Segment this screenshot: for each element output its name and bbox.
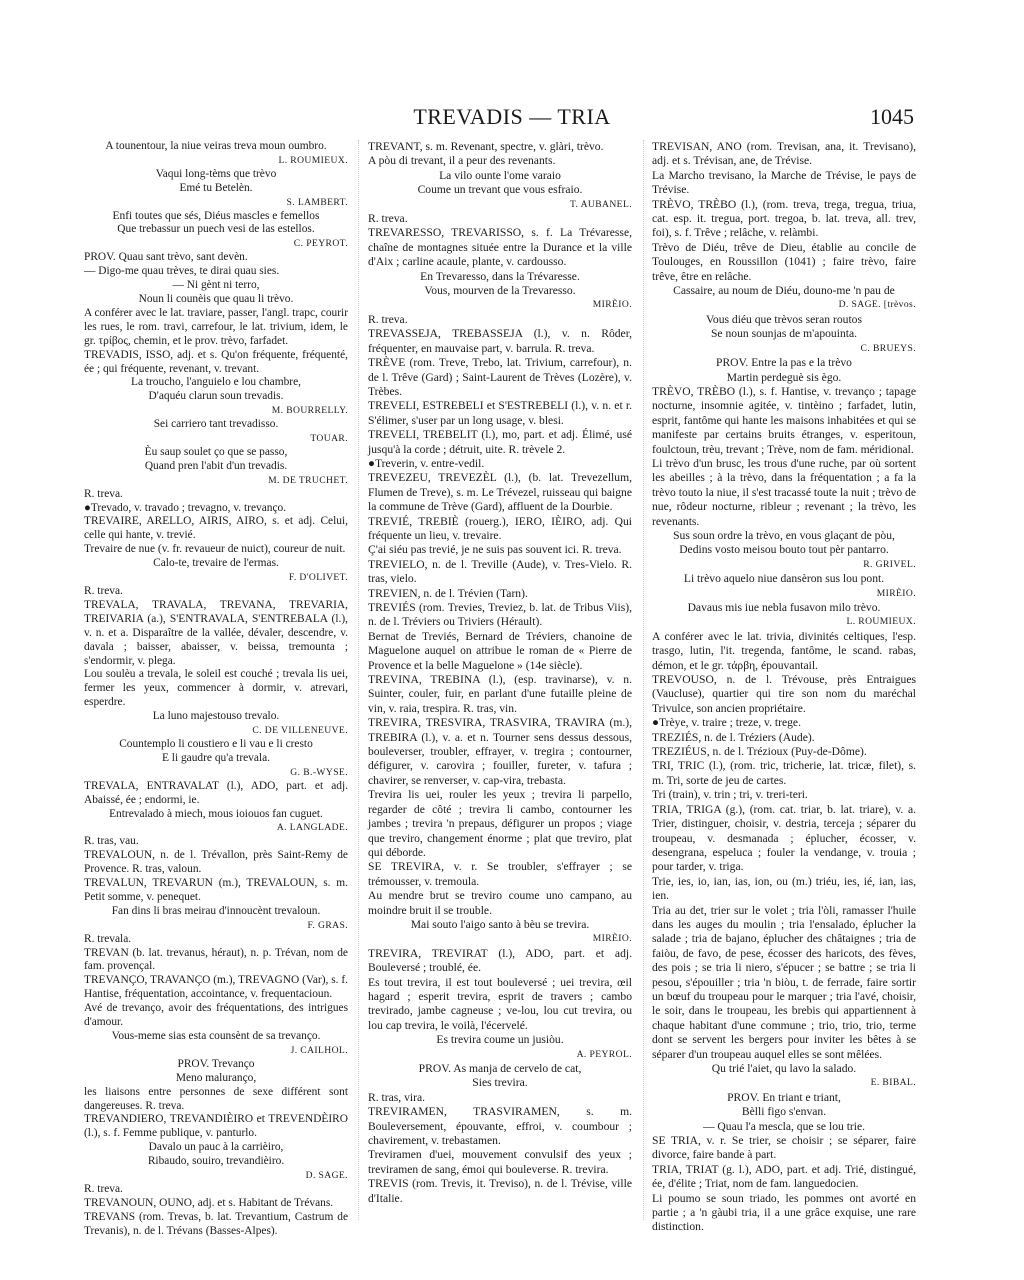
quotation-line: Vous, mourven de la Trevaresso. (424, 284, 576, 298)
entry-paragraph: R. trevala. (84, 932, 132, 945)
quotation-line: Entrevalado à miech, mous ioiouos fan cuguet. (109, 807, 323, 820)
quotation-line: Que trebassur un puech vesi de las estellos. (117, 223, 315, 236)
quotation-line: La vilo ounte l'ome varaio (439, 168, 561, 182)
entry-paragraph: TREVANÇO, TRAVANÇO (m.), TREVAGNO (Var), s. f. Hantise, fréquentation, accointance, v. frequentacioun. (84, 974, 348, 1001)
entry-paragraph: A pòu di trevant, il a peur des revenants. (368, 154, 556, 168)
entry-paragraph: R. treva. (84, 487, 123, 500)
page-number: 1045 (870, 104, 914, 129)
quotation-line: Sies trevira. (472, 1076, 528, 1090)
entry-paragraph: TREVIEN, n. de l. Trévien (Tarn). (368, 586, 528, 600)
quotation-line: D'aquéu clarun soun trevadis. (148, 390, 284, 403)
entry-paragraph: TREVASSEJA, TREBASSEJA (l.), v. n. Rôder, fréquenter, en mauvaise part, v. barrula. R. treva. (368, 327, 632, 355)
column-divider (643, 140, 644, 1220)
quotation-line: PROV. Entre la pas e la trèvo (716, 356, 852, 370)
attribution: C. DE VILLENEUVE. (252, 725, 348, 737)
attribution: J. CAILHOL. (290, 1044, 348, 1056)
entry-paragraph: R. tras, vau. (84, 835, 139, 848)
entry-paragraph: TREVANT, s. m. Revenant, spectre, v. glàri, trèvo. (368, 140, 604, 153)
entry-paragraph: Tri (train), v. trin ; tri, v. treri-teri. (652, 788, 808, 802)
quotation-line: Èu saup soulet ço que se passo, (144, 445, 288, 458)
entry-paragraph: TREVAN (b. lat. trevanus, héraut), n. p. Trévan, nom de fam. provençal. (84, 946, 348, 973)
entry-paragraph: Trevaire de nue (v. fr. revaueur de nuict), coureur de nuit. (84, 543, 346, 556)
entry-paragraph: ●Treverin, v. entre-vedil. (368, 456, 485, 470)
entry-paragraph: TRI, TRIC (l.), (rom. tric, tricherie, lat. tricæ, filet), s. m. Tri, sorte de jeu de cartes. (652, 759, 916, 787)
quotation-line: Sei carriero tant trevadisso. (153, 418, 279, 431)
entry-paragraph: TREVARESSO, TREVARISSO, s. f. La Trévaresse, chaîne de montagnes située entre la Durance et la ville d'Aix ; carline acaule, plante, v. cardousso. (368, 226, 632, 269)
entry-paragraph: Li trèvo d'un brusc, les trous d'une ruche, par où sortent les abeilles ; à la trèvo, dans la fréquentation ; a fa la trèvo touto la niue, il s'est tracassé toute la nuit ; trèvo de nue, rôdeur nocturne, ribleur ; revenant ; la trèvo, les revenants. (652, 456, 916, 528)
quotation-line: Mai souto l'aigo santo à bèu se trevira. (410, 917, 590, 931)
entry-paragraph: Trie, ies, io, ian, ias, ion, ou (m.) triéu, ies, ié, ian, ias, ien. (652, 874, 916, 903)
quotation-line: Davaus mis iue nebla fusavon milo trèvo. (687, 601, 881, 614)
entry-paragraph: TREVELI, TREBELIT (l.), mo, part. et adj. Élimé, usé jusqu'à la corde ; détruit, uite. R. trèvele 2. (368, 428, 632, 456)
attribution: MIRÈIO. (876, 587, 916, 599)
attribution: R. GRIVEL. (863, 558, 916, 570)
attribution: MIRÈIO. (592, 299, 632, 311)
attribution: A. LANGLADE. (276, 822, 348, 834)
entry-paragraph: TREVIÉS (rom. Trevies, Treviez, b. lat. de Tribus Viis), n. de l. Tréviers ou Triviers (Hérault). (368, 601, 632, 629)
attribution: C. PEYROT. (293, 238, 348, 250)
entry-paragraph: Treviramen d'uei, mouvement convulsif des yeux ; treviramen de sang, émoi qui bouleverse. R. trevira. (368, 1148, 632, 1176)
entry-paragraph: PROV. Quau sant trèvo, sant devèn. (84, 251, 248, 264)
quotation-line: E li gaudre qu'a trevala. (162, 751, 270, 764)
entry-paragraph: ●Trèye, v. traire ; treze, v. trege. (652, 716, 801, 730)
quotation-line: Vous-meme sias esta counsènt de sa trevanço. (111, 1030, 321, 1042)
quotation-line: Fan dins li bras meirau d'innoucènt trevaloun. (111, 904, 321, 917)
entry-paragraph: R. treva. (84, 585, 123, 597)
quotation-line: Meno maluranço, (175, 1071, 257, 1084)
attribution: E. BIBAL. (870, 1077, 916, 1089)
quotation-line: PROV. En triant e triant, (727, 1090, 841, 1104)
entry-paragraph: A conférer avec le lat. trivia, divinités celtiques, l'esp. trasgo, lutin, l'it. tregenda, fantôme, le scand. rabas, démon, et le gr. τάρβη, épouvantail. (652, 629, 916, 672)
entry-paragraph: Ç'ai siéu pas trevié, je ne suis pas souvent ici. R. treva. (368, 543, 622, 557)
entry-paragraph: Avé de trevanço, avoir des fréquentations, des intrigues d'amour. (84, 1002, 348, 1029)
quotation-line: Martin perdeguè sis ègo. (726, 370, 842, 384)
attribution: MIRÈIO. (592, 933, 632, 945)
entry-paragraph: TREVANS (rom. Trevas, b. lat. Trevantium, Castrum de Trevanis), n. de l. Trévans (Basses-Alpes). (84, 1210, 348, 1237)
attribution: TOUAR. (310, 433, 348, 445)
attribution: F. GRAS. (307, 919, 348, 931)
quotation-line: Enfi toutes que sés, Diéus mascles e femellos (112, 209, 320, 222)
quotation-line: A tounentour, la niue veiras treva moun oumbro. (105, 140, 327, 152)
quotation-line: Emé tu Betelèn. (179, 181, 253, 194)
entry-paragraph: TREVAIRE, ARELLO, AIRIS, AIRO, s. et adj. Celui, celle qui hante, v. trevié. (84, 515, 348, 542)
quotation-line: Qu trié l'aiet, qu lavo la salado. (711, 1062, 857, 1075)
quotation-line: Ribaudo, souiro, trevandièiro. (147, 1155, 285, 1168)
entry-paragraph: TREVIELO, n. de l. Treville (Aude), v. Tres-Vielo. R. tras, vielo. (368, 557, 632, 586)
quotation-line: Li trèvo aquelo niue dansèron sus lou pont. (683, 572, 885, 586)
entry-paragraph: Au mendre brut se treviro coume uno campano, au moindre bruit il se trouble. (368, 889, 632, 917)
entry-paragraph: TREVELI, ESTREBELI et S'ESTREBELI (l.), v. n. et r. S'élimer, s'user par un long usage, v. blesi. (368, 399, 632, 427)
entry-paragraph: R. treva. (368, 312, 408, 326)
entry-paragraph: TREVIRA, TRESVIRA, TRASVIRA, TRAVIRA (m.), TREBIRA (l.), v. a. et n. Tourner sens dessus dessous, bouleverser, troubler, effrayer, v. tregira ; contourner, défigurer, v. carovira ; fouiller, fureter, v. tafura ; chavirer, se renverser, v. cap-vira, trebasta. (368, 716, 632, 787)
entry-paragraph: TRÈVE (rom. Treve, Trebo, lat. Trivium, carrefour), n. de l. Trêve (Gard) ; Saint-Laurent de Trèves (Lozère), v. Trèbes. (368, 356, 632, 398)
attribution: G. B.-WYSE. (290, 766, 348, 778)
quotation-line: Sus soun ordre la trèvo, en vous glaçant de pòu, (673, 528, 895, 542)
quotation-line: La troucho, l'anguielo e lou chambre, (130, 376, 301, 389)
column-divider (358, 140, 359, 1220)
text-column-1 (84, 140, 348, 1239)
page-title: TREVADIS — TRIA (413, 104, 611, 129)
quotation-line: En Trevaresso, dans la Trévaresse. (420, 269, 580, 283)
entry-paragraph: Tria au det, trier sur le volet ; tria l'òli, ramasser l'huile dans les auges du moulin ; tria l'ensalado, éplucher la salade ; tria de bajano, éplucher des châtaignes ; tria de faiòu, de favo, de pese, écosser des haricots, des fèves, des pois ; se tria li niero, s'épucer ; se battre ; se tria li pesou, s'épouiller ; tria 'n biòu, t. de ferrade, faire sortir un bœuf du troupeau pour le marquer ; tria l'avé, choisir, le soir, dans le troupeau, les brebis qui appartiennent à chaque habitant d'une commune ; trio, trio, trio, terme dont se servent les bergers pour inviter les bêtes à se séparer d'un troupeau auquel elles se sont mêlées. (652, 903, 916, 1061)
attribution: D. SAGE. [trèvos. (838, 299, 916, 311)
quotation-line: Cassaire, au noum de Diéu, douno-me 'n pau de (673, 284, 895, 298)
entry-paragraph: TREVOUSO, n. de l. Trévouse, près Entraigues (Vaucluse), quartier qui tire son nom du maréchal Trivulce, son ancien propriétaire. (652, 673, 916, 715)
attribution: L. ROUMIEUX. (846, 616, 916, 628)
quotation-line: Davalo un pauc à la carrièiro, (148, 1141, 284, 1154)
quotation-line: Vaqui long-tèms que trèvo (155, 167, 277, 180)
entry-paragraph: Trevira lis uei, rouler les yeux ; trevira li parpello, regarder de côté ; trevira li cambo, contourner les jambes ; trevira 'n prepaus, défigurer un propos ; viage que treviro, changement énorme ; plat que treviro, plat qui déborde. (368, 788, 632, 859)
quotation-line: — Ni gènt ni terro, (172, 279, 260, 292)
entry-paragraph: R. treva. (84, 1182, 123, 1195)
entry-paragraph: TRIA, TRIGA (g.), (rom. cat. triar, b. lat. triare), v. a. Trier, distinguer, choisir, v. destria, terceja ; séparer du troupeau, v. desmanada ; éplucher, écosser, v. desengrana, espeluca ; fouler la vendange, v. trouia ; pour tarder, v. triga. (652, 802, 916, 874)
attribution: F. D'OLIVET. (288, 572, 348, 584)
entry-paragraph: SE TREVIRA, v. r. Se troubler, s'effrayer ; se trémousser, v. tremoula. (368, 860, 632, 888)
quotation-line: Bèlli figo s'envan. (741, 1105, 827, 1119)
entry-paragraph: TREVALOUN, n. de l. Trévallon, près Saint-Remy de Provence. R. tras, valoun. (84, 849, 348, 876)
quotation-line: Se noun sounjas de m'apouinta. (710, 327, 858, 341)
quotation-line: Noun li counèis que quau li trèvo. (138, 292, 294, 305)
attribution: M. BOURRELLY. (271, 405, 348, 417)
text-column-2 (368, 140, 632, 1206)
attribution: M. DE TRUCHET. (268, 474, 348, 486)
attribution: C. BRUEYS. (860, 342, 916, 354)
quotation-line: Es trevira coume un jusiòu. (436, 1033, 564, 1047)
entry-paragraph: Trèvo de Diéu, trêve de Dieu, établie au concile de Toulouges, en Roussillon (1041) ; faire trèvo, faire trêve, être en relâche. (652, 240, 916, 283)
quotation-line: Vous diéu que trèvos seran routos (706, 312, 862, 326)
entry-paragraph: La Marcho trevisano, la Marche de Trévise, le pays de Trévise. (652, 168, 916, 197)
quotation-line: — Quau l'a mescla, que se lou trie. (702, 1119, 866, 1133)
running-head (0, 104, 1024, 140)
entry-paragraph: TREVIÉ, TREBIÈ (rouerg.), IERO, IÈIRO, adj. Qui fréquente un lieu, v. trevaire. (368, 514, 632, 542)
entry-paragraph: — Digo-me quau trèves, te dirai quau sies. (84, 265, 280, 278)
quotation-line: La luno majestouso trevalo. (152, 710, 280, 723)
entry-paragraph: les liaisons entre personnes de sexe différent sont dangereuses. R. treva. (84, 1085, 348, 1112)
attribution: T. AUBANEL. (569, 198, 632, 210)
quotation-line: Countemplo li coustiero e li vau e li cresto (119, 737, 313, 750)
entry-paragraph: Bernat de Treviés, Bernard de Tréviers, chanoine de Maguelone auquel on attribue le roman de « Pierre de Provence et la belle Maguelone » (14e siècle). (368, 629, 632, 672)
entry-paragraph: TREVIRAMEN, TRASVIRAMEN, s. m. Bouleversement, épouvante, effroi, v. coumbour ; chavirement, v. trebastamen. (368, 1105, 632, 1148)
entry-paragraph: ●Trevado, v. travado ; trevagno, v. trevanço. (84, 501, 287, 514)
entry-paragraph: R. treva. (368, 212, 408, 226)
entry-paragraph: A conférer avec le lat. traviare, passer, l'angl. trapc, courir les rues, le rom. travi, carrefour, le lat. trivium, idem, le gr. τρίβος, chemin, et le prov. trèvo, farfadet. (84, 306, 348, 347)
quotation-line: Quand pren l'abit d'un trevadis. (144, 459, 288, 472)
entry-paragraph: TREZIÉUS, n. de l. Trézioux (Puy-de-Dôme). (652, 745, 867, 759)
entry-paragraph: TREVIRA, TREVIRAT (l.), ADO, part. et adj. Bouleversé ; troublé, ée. (368, 946, 632, 975)
entry-paragraph: TREVALA, ENTRAVALAT (l.), ADO, part. et adj. Abaissé, ée ; endormi, ie. (84, 779, 348, 806)
entry-paragraph: TREVALA, TRAVALA, TREVANA, TREVARIA, TREIVARIA (a.), S'ENTRAVALA, S'ENTREBALA (l.), v. n. et a. Disparaître de la vallée, dévaler, descendre, v. davala ; baisser, abaisser, v. beissa, tremounta ; s'endormir, v. plega. (84, 598, 348, 667)
entry-paragraph: TRÈVO, TRÈBO (l.), (rom. treva, trega, tregua, triua, cat. esp. it. tregua, port. tregoa, b. lat. treva, all. trev, foi), s. f. Trêve ; relâche, v. relàmbi. (652, 197, 916, 240)
entry-paragraph: TREVALUN, TREVARUN (m.), TREVALOUN, s. m. Petit somme, v. penequet. (84, 877, 348, 903)
entry-paragraph: TREVADIS, ISSO, adj. et s. Qu'on fréquente, fréquenté, ée ; qui fréquente, revenant, v. trevant. (84, 348, 348, 375)
quotation-line: Coume un trevant que vous esfraio. (417, 183, 583, 197)
attribution: L. ROUMIEUX. (278, 154, 348, 166)
entry-paragraph: TRÈVO, TRÈBO (l.), s. f. Hantise, v. trevanço ; tapage nocturne, insomnie agitée, v. tintèino ; farfadet, lutin, esprit, fantôme qui hante les maisons inhabitées et qui se manifeste par certains bruits étranges, v. esperitoun, foulctoun, trèu, trevant ; Trève, nom de fam. méridional. (652, 384, 916, 456)
entry-paragraph: Lou soulèu a trevala, le soleil est couché ; trevala lis uei, fermer les yeux, commencer à dormir, v. atrevari, esperdre. (84, 668, 348, 709)
quotation-line: Calo-te, trevaire de l'ermas. (153, 557, 279, 570)
entry-paragraph: TREVIS (rom. Trevis, it. Treviso), n. de l. Trévise, ville d'Italie. (368, 1177, 632, 1205)
entry-paragraph: TRIA, TRIAT (g. l.), ADO, part. et adj. Trié, distingué, ée, d'élite ; Triat, nom de fam. languedocien. (652, 1162, 916, 1191)
entry-paragraph: Li poumo se soun triado, les pommes ont avorté en partie ; a 'n gàubi tria, il a une grâce exquise, une rare distinction. (652, 1191, 916, 1234)
entry-paragraph: TREVISAN, ANO (rom. Trevisan, ana, it. Trevisano), adj. et s. Trévisan, ane, de Trévise. (652, 140, 916, 168)
entry-paragraph: TREZIÉS, n. de l. Tréziers (Aude). (652, 730, 815, 744)
attribution: S. LAMBERT. (286, 196, 348, 208)
entry-paragraph: TREVINA, TREBINA (l.), (esp. travinarse), v. n. Suinter, couler, fuir, en parlant d'une futaille pleine de vin, v. raia, trespira. R. tras, vin. (368, 673, 632, 715)
entry-paragraph: TREVEZEU, TREVEZÈL (l.), (b. lat. Trevezellum, Flumen de Treve), s. m. Le Trévezel, ruisseau qui baigne la commune de Trève (Gard), affluent de la Dourbie. (368, 471, 632, 514)
entry-paragraph: TREVANDIERO, TREVANDIÈIRO et TREVENDÈIRO (l.), s. f. Femme publique, v. panturlo. (84, 1113, 348, 1140)
entry-paragraph: TREVANOUN, OUNO, adj. et s. Habitant de Trévans. (84, 1196, 334, 1209)
entry-paragraph: R. tras, vira. (368, 1090, 425, 1104)
quotation-line: Dedins vosto meisou bouto tout pèr pantarro. (679, 543, 889, 557)
text-column-3 (652, 140, 916, 1235)
quotation-line: PROV. As manja de cervelo de cat, (418, 1062, 582, 1075)
attribution: A. PEYROL. (576, 1048, 632, 1060)
entry-paragraph: SE TRIA, v. r. Se trier, se choisir ; se séparer, faire divorce, faire bande à part. (652, 1134, 916, 1162)
entry-paragraph: Es tout trevira, il est tout bouleversé ; uei trevira, œil hagard ; esperit trevira, esprit de travers ; cambo trevirado, jambe cagneuse ; ve-lou, lou cut trevira, ou lou cap trevira, le voilà, l'écervelé. (368, 975, 632, 1032)
quotation-line: PROV. Trevanço (177, 1057, 255, 1070)
attribution: D. SAGE. (305, 1170, 348, 1182)
